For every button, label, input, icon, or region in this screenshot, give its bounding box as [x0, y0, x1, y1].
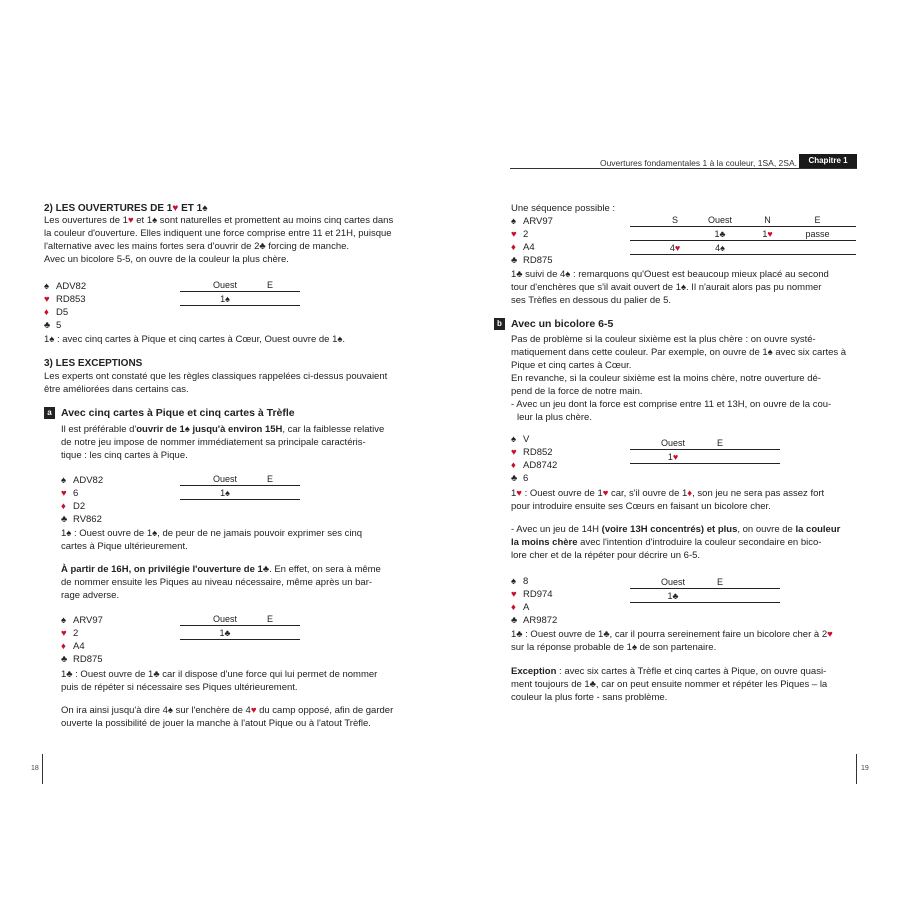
subsection-a-heading [44, 407, 295, 420]
text-line: A [523, 602, 530, 613]
text-line: avec l'intention d'introduire la couleur secondaire en bico- [577, 537, 822, 548]
text-line: sur la réponse probable de 1♠ de son partenaire. [511, 642, 717, 653]
text-line: On ira ainsi jusqu'à dire 4♠ sur l'enchère de 4♥ du camp opposé, afin de garder [61, 705, 394, 716]
page-number-right: 19 [861, 765, 869, 772]
text-line: tour d'enchères que s'il avait ouvert de 1♠. Il n'aurait alors pas pu nommer [511, 282, 822, 293]
text-line: rage adverse. [61, 590, 120, 601]
spade-icon: ♠ [511, 576, 517, 587]
text-line: 6 [73, 488, 79, 499]
heart-icon: ♥ [511, 447, 517, 458]
spade-icon: ♠ [61, 475, 67, 486]
text-line: cartes à Pique ultérieurement. [61, 541, 188, 552]
text-line: pend de la force de notre main. [511, 386, 643, 397]
text-line: ADV82 [56, 281, 87, 292]
text-line: Ouest [707, 215, 732, 225]
text-line: leur la plus chère. [517, 412, 592, 423]
text-line: de notre jeu impose de nommer immédiatement sa principale caractéris- [61, 437, 366, 448]
hand-5-note [511, 487, 861, 513]
spade-icon: ♠ [511, 216, 517, 227]
text-line: RD853 [56, 294, 86, 305]
diamond-icon: ♦ [61, 501, 66, 512]
text-line: de nommer ensuite les Piques au niveau nécessaire, même après un bar- [61, 577, 373, 588]
text-line: RD974 [523, 589, 553, 600]
text-line: N [764, 215, 771, 225]
text-line: Ouest [212, 614, 237, 624]
text-line: - Avec un jeu dont la force est comprise entre 11 et 13H, on ouvre de la cou- [511, 399, 832, 410]
text-line: 2 [523, 229, 529, 240]
text-line: matiquement dans cette couleur. Par exemple, on ouvre de 1♠ avec six cartes à [511, 347, 847, 358]
subsection-b-marker: b [494, 318, 505, 330]
text-line: . En effet, on sera à même [269, 564, 381, 575]
text-line: 1♣ [667, 591, 679, 601]
hand-6-note [511, 628, 861, 654]
text-line: 4♠ [715, 243, 725, 253]
club-icon: ♣ [61, 654, 68, 665]
text-line: Exception [511, 666, 557, 677]
text-line: la couleur d'ouverture. Elles indiquent une force comprise entre 11 et 21H, puisque [44, 228, 392, 239]
heart-icon: ♥ [511, 589, 517, 600]
subsection-a-intro [61, 423, 446, 462]
heart-icon: ♥ [61, 628, 67, 639]
chapter-tab: Chapitre 1 [799, 154, 857, 168]
heart-icon: ♥ [61, 488, 67, 499]
text-line: RD852 [523, 447, 553, 458]
text-line: pour introduire ensuite ses Cœurs en faisant un bicolore cher. [511, 501, 771, 512]
diamond-icon: ♦ [61, 641, 66, 652]
text-line: Ouest [212, 280, 237, 290]
text-line: tique : les cinq cartes à Pique. [61, 450, 188, 461]
hand-2 [61, 474, 103, 526]
text-line: - Avec un jeu de 14H [511, 524, 602, 535]
text-line: 1♠ [220, 488, 230, 498]
text-line: 1♣ suivi de 4♠ : remarquons qu'Ouest est beaucoup mieux placé au second [511, 269, 829, 280]
spade-icon: ♠ [61, 615, 67, 626]
diamond-icon: ♦ [44, 307, 49, 318]
text-line: D5 [56, 307, 69, 318]
text-line: ARV97 [523, 216, 553, 227]
text-line: Avec cinq cartes à Pique et cinq cartes à Trèfle [61, 407, 295, 419]
text-line: RV862 [73, 514, 102, 525]
section-3-title: 3) LES EXCEPTIONS [44, 358, 143, 369]
spade-icon: ♠ [44, 281, 50, 292]
club-icon: ♣ [511, 615, 518, 626]
hand-4-note [511, 268, 861, 307]
text-line: couleur la plus forte - sans problème. [511, 692, 668, 703]
text-line: E [814, 215, 821, 225]
section-3-body [44, 370, 444, 396]
text-line: Ouest [660, 438, 685, 448]
text-line: 5 [56, 320, 62, 331]
text-line: , car la faiblesse relative [282, 424, 385, 435]
text-line: : avec six cartes à Trèfle et cinq cartes à Pique, on ouvre quasi- [556, 666, 827, 677]
text-line: 1♣ : Ouest ouvre de 1♣, car il pourra sereinement faire un bicolore cher à 2♥ [511, 629, 833, 640]
subsection-b-heading [494, 318, 613, 331]
text-line: 2 [73, 628, 79, 639]
text-line: V [523, 434, 530, 445]
hand-6 [511, 575, 557, 627]
heart-icon: ♥ [511, 229, 517, 240]
section-2-body [44, 214, 444, 266]
text-line: 6 [523, 473, 529, 484]
text-line: Ouest [212, 474, 237, 484]
text-line: ouverte la possibilité de jouer la manche à l'atout Pique ou à l'atout Trèfle. [61, 718, 371, 729]
text-line: 1♠ : Ouest ouvre de 1♠, de peur de ne jamais pouvoir exprimer ses cinq [61, 528, 363, 539]
text-line: 1♥ [667, 452, 679, 462]
text-line: Les ouvertures de 1♥ et 1♠ sont naturelles et promettent au moins cinq cartes dans [44, 215, 394, 226]
diamond-icon: ♦ [511, 242, 516, 253]
club-icon: ♣ [511, 255, 518, 266]
text-line: ADV82 [73, 475, 104, 486]
text-line: ment toujours de 1♣, car on peut ensuite nommer et répéter les Piques – la [511, 679, 828, 690]
text-line: passe [805, 229, 830, 239]
text-line: A4 [523, 242, 535, 253]
exception-paragraph [511, 665, 861, 704]
text-line: AD8742 [523, 460, 558, 471]
hand-5 [511, 433, 557, 485]
text-line: 1♠ [220, 294, 230, 304]
text-line: lore cher et de la répéter pour décrire un 6-5. [511, 550, 701, 561]
text-line: E [716, 438, 723, 448]
club-icon: ♣ [61, 514, 68, 525]
club-icon: ♣ [511, 473, 518, 484]
hand-1 [44, 280, 86, 332]
section-2-title: 2) LES OUVERTURES DE 1♥ ET 1♠ [44, 203, 208, 214]
text-line: l'alternative avec les mains fortes sera d'ouvrir de 2♣ forcing de manche. [44, 241, 350, 252]
subsection-b-body [511, 333, 861, 424]
text-line: AR9872 [523, 615, 558, 626]
text-line: E [716, 577, 723, 587]
text-line: Les experts ont constaté que les règles classiques rappelées ci-dessus pouvaient [44, 371, 388, 382]
text-line: ouvrir de 1♠ jusqu'à environ 15H [136, 424, 283, 435]
text-line: la couleur [795, 524, 841, 535]
text-line: S [671, 215, 678, 225]
text-line: A4 [73, 641, 85, 652]
text-line: puis de répéter si nécessaire ses Piques ultérieurement. [61, 682, 298, 693]
text-line: Avec un bicolore 5-5, on ouvre de la couleur la plus chère. [44, 254, 289, 265]
hand-3 [61, 614, 103, 666]
text-line: 1♣ : Ouest ouvre de 1♣ car il dispose d'une force qui lui permet de nommer [61, 669, 378, 680]
margin-line-left [42, 754, 43, 784]
text-line: Pas de problème si la couleur sixième est la plus chère : on ouvre systé- [511, 334, 816, 345]
sequence-intro: Une séquence possible : [511, 203, 616, 214]
text-line: 1♥ [762, 229, 773, 239]
text-line: la moins chère [511, 537, 578, 548]
text-line: Avec un bicolore 6-5 [511, 318, 614, 330]
club-icon: ♣ [44, 320, 51, 331]
text-line: ARV97 [73, 615, 103, 626]
text-line: 1♥ : Ouest ouvre de 1♥ car, s'il ouvre de 1♦, son jeu ne sera pas assez fort [511, 488, 825, 499]
hand-1-note: 1♠ : avec cinq cartes à Pique et cinq cartes à Cœur, Ouest ouvre de 1♠. [44, 334, 346, 345]
subsection-b-body-2 [511, 523, 861, 562]
hand-4 [511, 215, 553, 267]
text-line: À partir de 16H, on privilégie l'ouverture de 1♣ [61, 564, 270, 575]
diamond-icon: ♦ [511, 602, 516, 613]
text-line: ses Trèfles en dessous du palier de 5. [511, 295, 672, 306]
subsection-a-body-3 [61, 704, 446, 730]
text-line: RD875 [73, 654, 103, 665]
hand-3-note [61, 668, 446, 694]
text-line: 1♣ [714, 229, 726, 239]
text-line: RD875 [523, 255, 553, 266]
text-line: 8 [523, 576, 529, 587]
text-line: Il est préférable d' [61, 424, 137, 435]
margin-line-right [856, 754, 857, 784]
text-line: (voire 13H concentrés) et plus [601, 524, 738, 535]
hand-2-note [61, 527, 446, 553]
spade-icon: ♠ [511, 434, 517, 445]
subsection-a-marker: a [44, 407, 55, 419]
text-line: E [266, 280, 273, 290]
text-line: 4♥ [669, 243, 681, 253]
diamond-icon: ♦ [511, 460, 516, 471]
text-line: E [266, 614, 273, 624]
text-line: En revanche, si la couleur sixième est la moins chère, notre ouverture dé- [511, 373, 821, 384]
text-line: être améliorées dans certains cas. [44, 384, 189, 395]
page-number-left: 18 [31, 765, 39, 772]
text-line: E [266, 474, 273, 484]
text-line: Ouest [660, 577, 685, 587]
text-line: , on ouvre de [737, 524, 796, 535]
text-line: 1♣ [219, 628, 231, 638]
text-line: Pique et cinq cartes à Cœur. [511, 360, 632, 371]
running-title: Ouvertures fondamentales 1 à la couleur, 1SA, 2SA. [599, 158, 797, 168]
text-line: D2 [73, 501, 86, 512]
heart-icon: ♥ [44, 294, 50, 305]
header-rule [510, 168, 857, 169]
subsection-a-body-2 [61, 563, 446, 602]
